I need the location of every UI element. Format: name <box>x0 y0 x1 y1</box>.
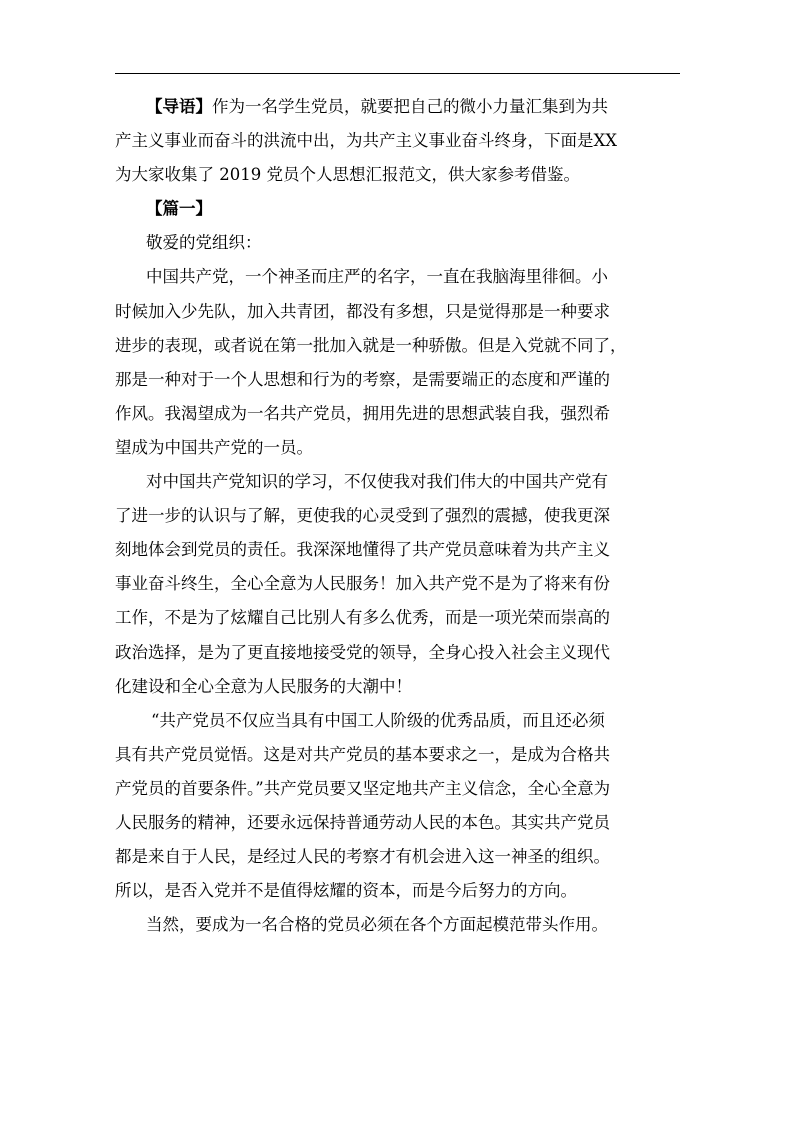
paragraph-line: “共产党员不仅应当具有中国工人阶级的优秀品质，而且还必须 <box>151 710 605 730</box>
paragraph-line: 对中国共产党知识的学习，不仅使我对我们伟大的中国共产党有 <box>146 472 608 492</box>
paragraph-line: 中国共产党，一个神圣而庄严的名字，一直在我脑海里徘徊。小 <box>146 267 608 287</box>
paragraph-line: 工作，不是为了炫耀自己比别人有多么优秀，而是一项光荣而崇高的 <box>115 608 610 628</box>
paragraph-line: 望成为中国共产党的一员。 <box>115 437 313 457</box>
paragraph-line: 政治选择，是为了更直接地接受党的领导，全身心投入社会主义现代 <box>115 642 610 662</box>
paragraph-line: 产党员的首要条件。”共产党员要又坚定地共产主义信念，全心全意为 <box>115 778 611 798</box>
paragraph-3 <box>115 704 680 909</box>
paragraph-line: 所以，是否入党并不是值得炫耀的资本，而是今后努力的方向。 <box>115 881 577 901</box>
intro-line-3: 为大家收集了 2019 党员个人思想汇报范文，供大家参考借鉴。 <box>115 165 580 185</box>
paragraph-line: 刻地体会到党员的责任。我深深地懂得了共产党员意味着为共产主义 <box>115 540 610 560</box>
salutation: 敬爱的党组织： <box>146 233 262 253</box>
paragraph-2 <box>115 465 680 704</box>
paragraph-line: 具有共产党员觉悟。这是对共产党员的基本要求之一，是成为合格共 <box>115 744 610 764</box>
intro-label: 【导语】 <box>146 97 212 116</box>
paragraph-line: 那是一种对于一个人思想和行为的考察，是需要端正的态度和严谨的 <box>115 369 610 389</box>
paragraph-line: 作风。我渴望成为一名共产党员，拥用先进的思想武装自我，强烈希 <box>115 403 610 423</box>
paragraph-line: 事业奋斗终生，全心全意为人民服务！加入共产党不是为了将来有份 <box>115 574 610 594</box>
intro-line-2: 产主义事业而奋斗的洪流中出，为共产主义事业奋斗终身，下面是XX <box>115 131 617 151</box>
document-page <box>115 90 680 942</box>
section-heading: 【篇一】 <box>146 199 212 219</box>
intro-text: 作为一名学生党员，就要把自己的微小力量汇集到为共 <box>212 97 608 116</box>
paragraph-line: 都是来自于人民，是经过人民的考察才有机会进入这一神圣的组织。 <box>115 847 610 867</box>
intro-line-1 <box>115 90 680 124</box>
paragraph-line: 当然，要成为一名合格的党员必须在各个方面起模范带头作用。 <box>146 915 608 935</box>
paragraph-4 <box>115 908 680 942</box>
paragraph-line: 人民服务的精神，还要永远保持普通劳动人民的本色。其实共产党员 <box>115 812 610 832</box>
header-rule <box>115 73 680 74</box>
paragraph-line: 时候加入少先队，加入共青团，都没有多想，只是觉得那是一种要求 <box>115 301 610 321</box>
paragraph-line: 化建设和全心全意为人民服务的大潮中！ <box>115 676 412 696</box>
paragraph-line: 了进一步的认识与了解，更使我的心灵受到了强烈的震撼，使我更深 <box>115 506 610 526</box>
paragraph-1 <box>115 260 680 465</box>
paragraph-line: 进步的表现，或者说在第一批加入就是一种骄傲。但是入党就不同了， <box>115 335 627 355</box>
